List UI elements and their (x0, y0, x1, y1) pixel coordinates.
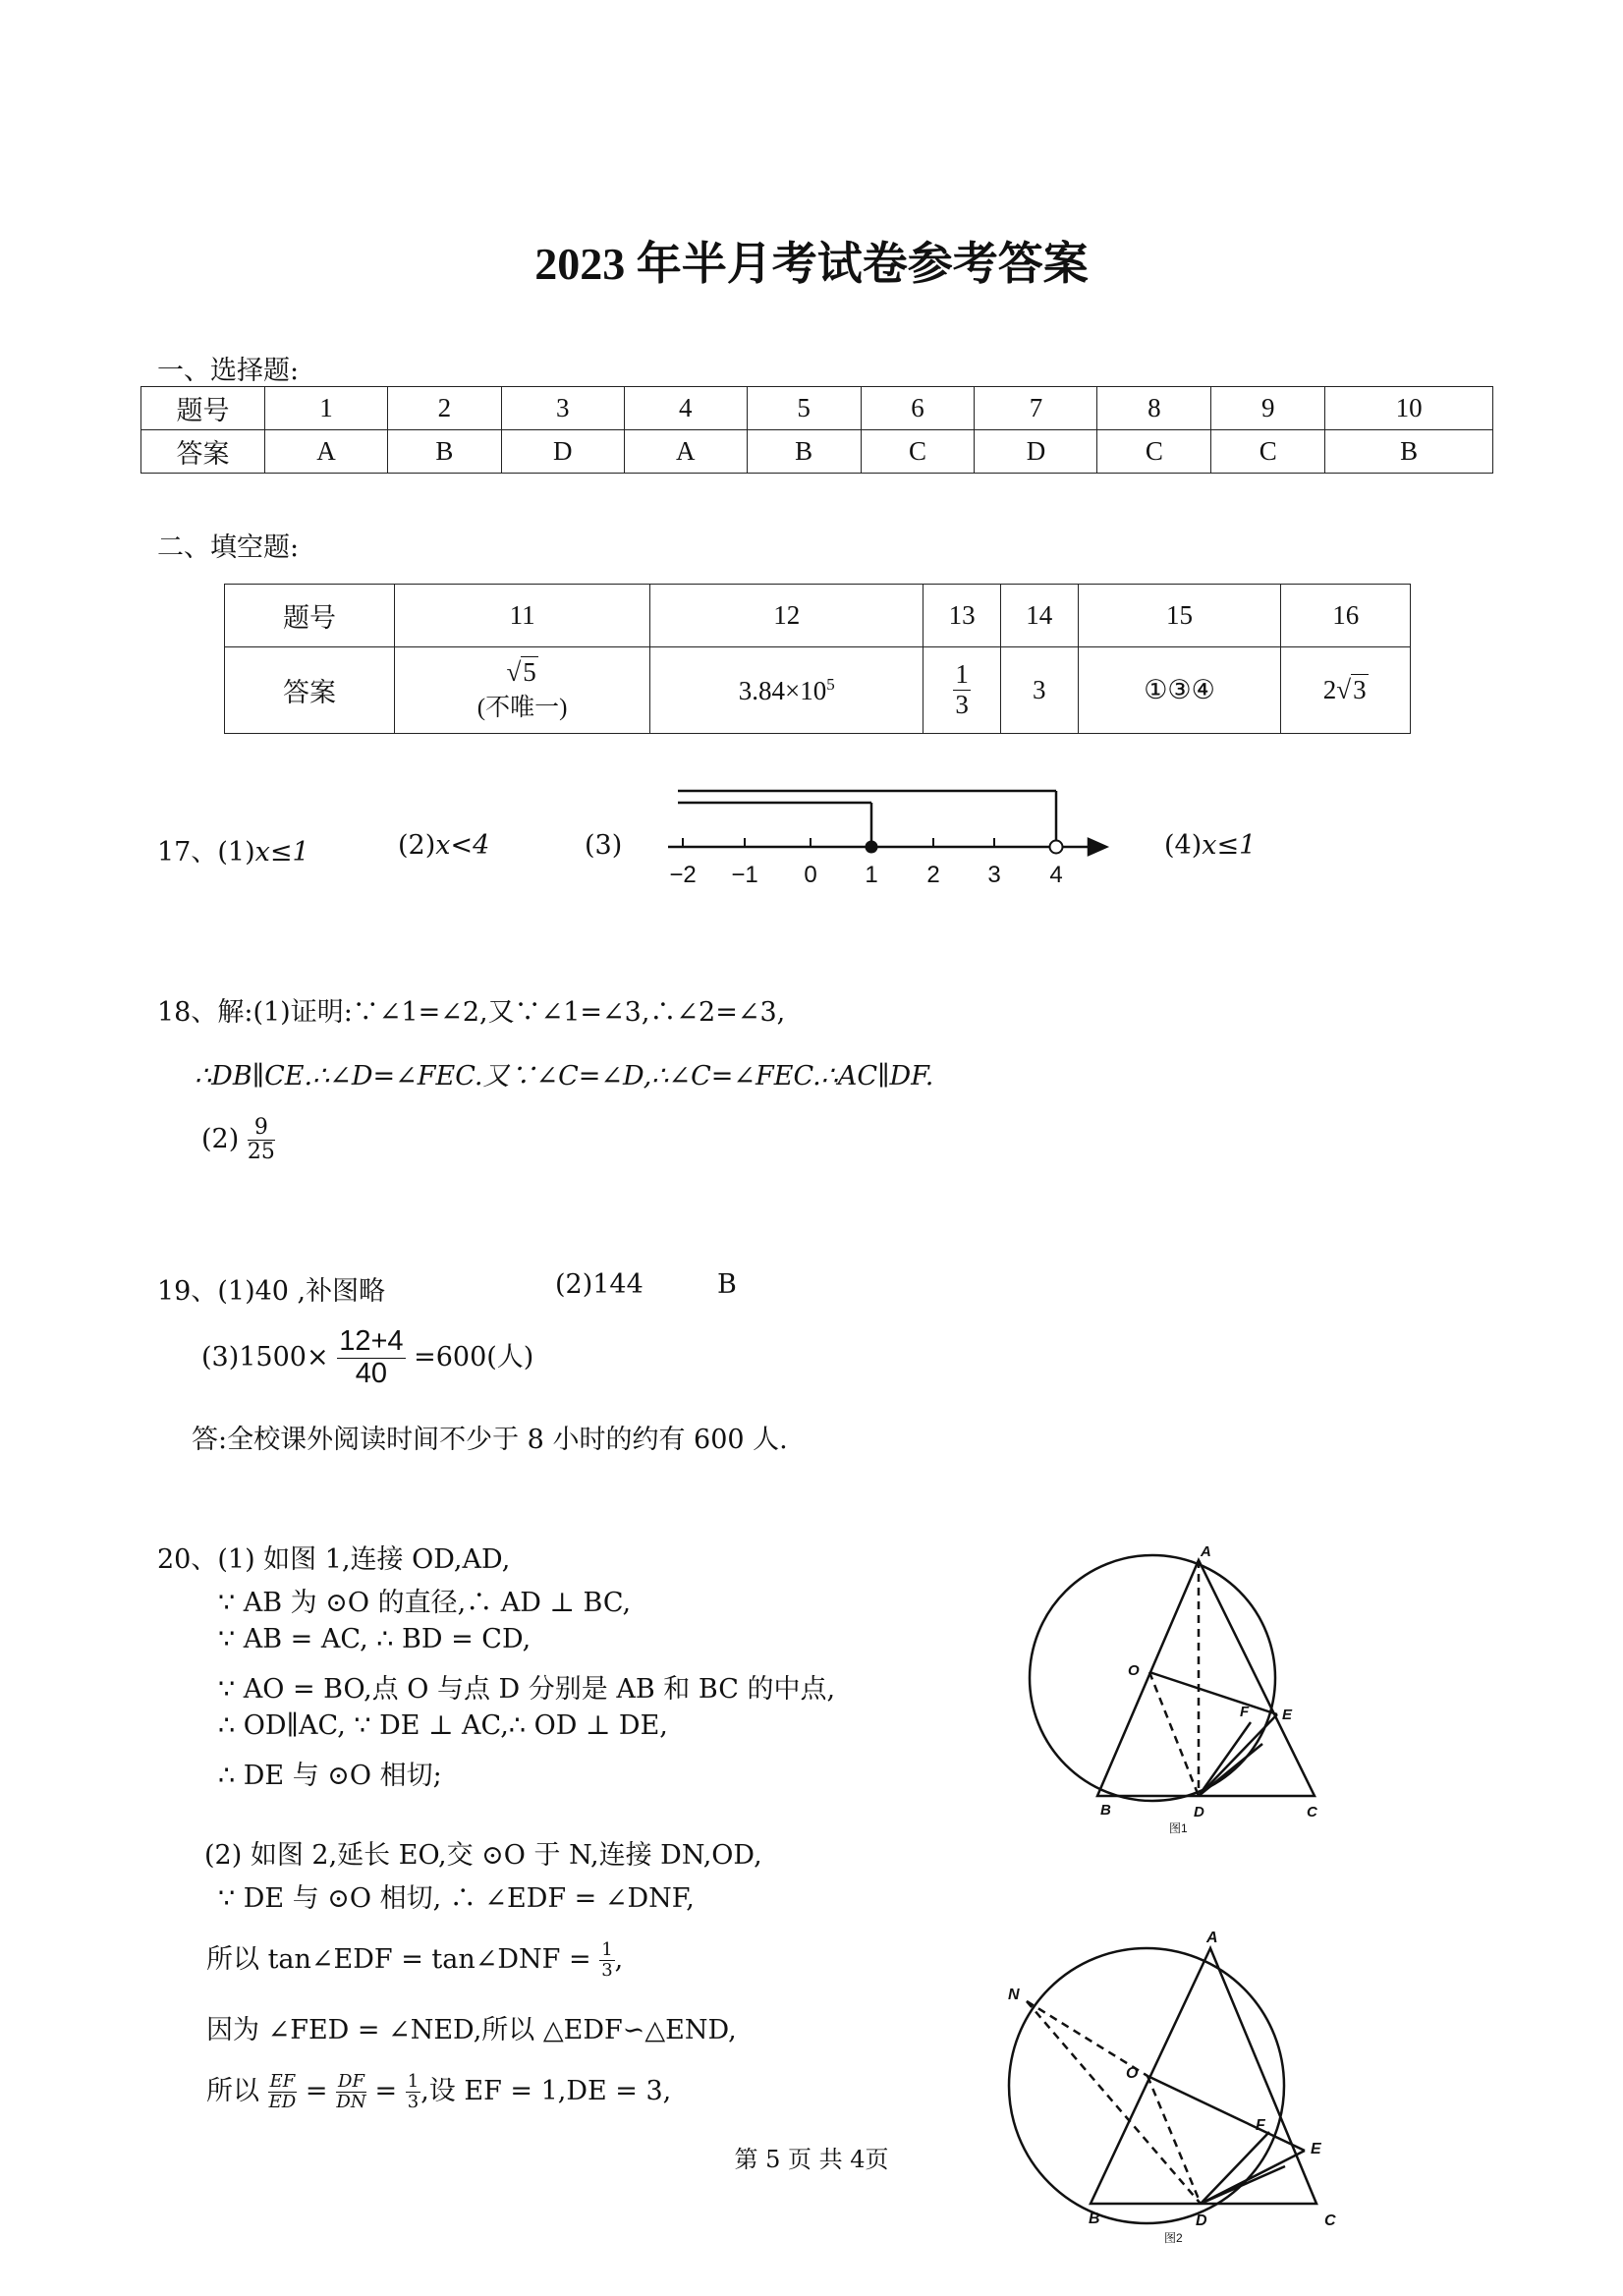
choice-number: 10 (1325, 387, 1493, 430)
tick-label: 2 (926, 862, 940, 888)
fraction-denominator: 3 (955, 690, 969, 719)
point-label-f: F (1240, 1704, 1250, 1720)
choice-number: 3 (501, 387, 624, 430)
point-label-d: D (1196, 2212, 1207, 2229)
choice-number: 2 (387, 387, 501, 430)
choice-answer: B (1325, 430, 1493, 474)
segment-de (1199, 1714, 1277, 1796)
part-answer: x≤1 (1202, 830, 1257, 861)
sqrt-radicand: 3 (1353, 675, 1367, 704)
part-label: (2) (398, 830, 436, 861)
choice-number: 7 (975, 387, 1097, 430)
fraction-denominator: 40 (355, 1357, 387, 1389)
section2-heading: 二、填空题: (157, 532, 300, 563)
point-label-a: A (1206, 1930, 1218, 1946)
fill-number: 11 (395, 585, 650, 647)
expr-suffix: , (614, 1944, 624, 1975)
part-answer: x≤1 (254, 837, 309, 868)
fraction (337, 1326, 405, 1390)
part-label: (1) (217, 837, 255, 868)
choice-answer-row (141, 430, 1493, 474)
fill-number: 13 (923, 585, 1001, 647)
number-line (648, 781, 1110, 894)
point-label-e: E (1311, 2141, 1321, 2157)
q18-part2 (201, 1116, 275, 1164)
choice-answer-table (140, 386, 1493, 474)
fill-number: 12 (650, 585, 923, 647)
q17-part3-label: (3) (585, 830, 623, 861)
fraction-denominator: 3 (407, 2092, 420, 2112)
q18-line1: 18、解:(1)证明:∵∠1=∠2,又∵∠1=∠3,∴∠2=∠3, (157, 997, 786, 1028)
q20-line5: ∴ OD∥AC, ∵ DE ⊥ AC,∴ OD ⊥ DE, (218, 1710, 668, 1741)
closed-dot (866, 841, 878, 854)
fraction (248, 1116, 275, 1164)
point-label-n: N (1008, 1987, 1020, 2003)
fraction-numerator: 1 (601, 1939, 613, 1961)
choice-number: 4 (624, 387, 747, 430)
point-label-o: O (1128, 1662, 1140, 1679)
q20-line9 (206, 1937, 623, 1981)
segment-od-dashed (1149, 1672, 1199, 1796)
choice-number: 5 (747, 387, 861, 430)
choice-answer: B (387, 430, 501, 474)
fraction-numerator: 1 (955, 659, 969, 690)
fill-answer-14: 3 (1000, 647, 1078, 734)
tick-label: −2 (669, 862, 697, 888)
fraction-numerator: 9 (248, 1116, 275, 1141)
fraction (406, 2072, 420, 2112)
q20-line8: ∵ DE 与 ⊙O 相切, ∴ ∠EDF = ∠DNF, (218, 1883, 695, 1914)
choice-answer: C (1097, 430, 1211, 474)
fill-number: 16 (1281, 585, 1411, 647)
fraction-denominator: ED (268, 2092, 297, 2112)
sci-exponent: 5 (826, 674, 835, 694)
figure-caption: 图1 (1169, 1821, 1188, 1835)
q20-line10: 因为 ∠FED = ∠NED,所以 △EDF∽△END, (206, 2015, 737, 2045)
fill-answer-15: ①③④ (1078, 647, 1281, 734)
fraction-denominator: 3 (601, 1960, 613, 1981)
figure-caption: 图2 (1164, 2231, 1183, 2245)
figure-2 (992, 1921, 1356, 2250)
part-label: (2) (201, 1124, 240, 1155)
fill-answer-13 (923, 647, 1001, 734)
fill-number: 14 (1000, 585, 1078, 647)
q20-line1: 20、(1) 如图 1,连接 OD,AD, (157, 1544, 511, 1575)
q19-part3 (201, 1326, 533, 1390)
choice-answer: C (1211, 430, 1325, 474)
fraction-denominator: 25 (247, 1140, 275, 1165)
fraction-numerator: DF (338, 2071, 364, 2093)
sci-base: 3.84×10 (738, 675, 827, 705)
fill-answer-12 (650, 647, 923, 734)
q19-answer: 答:全校课外阅读时间不少于 8 小时的约有 600 人. (192, 1425, 788, 1455)
fraction (336, 2072, 366, 2112)
expr-prefix: 所以 (206, 2076, 268, 2106)
point-label-c: C (1324, 2212, 1336, 2229)
fill-number-row (225, 585, 1411, 647)
tick-label: −1 (731, 862, 758, 888)
open-dot (1050, 841, 1063, 854)
choice-number: 8 (1097, 387, 1211, 430)
q20-line4: ∵ AO = BO,点 O 与点 D 分别是 AB 和 BC 的中点, (218, 1674, 836, 1705)
q20-line6: ∴ DE 与 ⊙O 相切; (218, 1761, 442, 1791)
choice-answer: C (861, 430, 975, 474)
question-number: 17、 (157, 837, 218, 868)
fraction-numerator: 12+4 (339, 1325, 404, 1357)
fraction-numerator: 1 (407, 2071, 420, 2093)
expr-suffix: ,设 EF = 1,DE = 3, (420, 2076, 672, 2106)
arrow-head-icon (1089, 839, 1106, 855)
tick-label: 0 (804, 862, 817, 888)
q20-line7: (2) 如图 2,延长 EO,交 ⊙O 于 N,连接 DN,OD, (204, 1840, 762, 1871)
sqrt-radicand: 5 (523, 657, 536, 687)
point-label-e: E (1282, 1707, 1293, 1723)
choice-answer: D (975, 430, 1097, 474)
choice-answer: D (501, 430, 624, 474)
choice-number: 6 (861, 387, 975, 430)
choice-answer-label: 答案 (141, 430, 265, 474)
q20-line11 (206, 2069, 671, 2112)
q19-line1b: (2)144 (555, 1269, 644, 1300)
q17-part1 (157, 830, 309, 868)
point-label-b: B (1089, 2211, 1100, 2227)
fill-header-label: 题号 (225, 585, 395, 647)
section1-heading: 一、选择题: (157, 356, 300, 386)
fill-answer-11: √5 (不唯一) (395, 647, 650, 734)
fraction (953, 660, 971, 719)
choice-number-row (141, 387, 1493, 430)
coefficient: 2 (1322, 675, 1337, 704)
fraction-numerator: EF (269, 2071, 296, 2093)
point-label-a: A (1201, 1543, 1211, 1560)
fill-number: 15 (1078, 585, 1281, 647)
point-label-b: B (1100, 1802, 1111, 1819)
point-label-f: F (1256, 2117, 1265, 2134)
choice-answer: A (624, 430, 747, 474)
page-title: 2023 年半月考试卷参考答案 (534, 239, 1089, 289)
fraction (599, 1940, 614, 1981)
expr-prefix: (3)1500× (201, 1341, 329, 1372)
expr-suffix: =600(人) (414, 1341, 534, 1372)
q20-line3: ∵ AB = AC, ∴ BD = CD, (218, 1624, 532, 1654)
page-footer: 第 5 页 共 4页 (734, 2146, 889, 2173)
q18-line2: ∴DB∥CE.∴∠D=∠FEC.又∵∠C=∠D,∴∠C=∠FEC.∴AC∥DF. (195, 1061, 934, 1092)
q20-line2: ∵ AB 为 ⊙O 的直径,∴ AD ⊥ BC, (218, 1588, 632, 1618)
fill-answer-row (225, 647, 1411, 734)
q19-line1c: B (717, 1269, 737, 1300)
equals: = (365, 2076, 406, 2106)
point-label-d: D (1194, 1804, 1204, 1820)
q19-line1a: 19、(1)40 ,补图略 (157, 1276, 386, 1307)
fill-answer-table (224, 584, 1411, 734)
tick-label: 3 (987, 862, 1001, 888)
equals: = (297, 2076, 337, 2106)
fill-answer-label: 答案 (225, 647, 395, 734)
q17-part2 (398, 830, 489, 861)
answer-note: (不唯一) (476, 695, 568, 721)
tick-label: 4 (1049, 862, 1063, 888)
choice-number: 1 (265, 387, 388, 430)
part-answer: x<4 (435, 830, 490, 861)
choice-header-label: 题号 (141, 387, 265, 430)
choice-number: 9 (1211, 387, 1325, 430)
q17-part4 (1164, 830, 1256, 861)
expr-prefix: 所以 tan∠EDF = tan∠DNF = (206, 1944, 600, 1975)
tick-label: 1 (865, 862, 878, 888)
fraction-denominator: DN (336, 2092, 366, 2112)
figure-1 (1012, 1533, 1336, 1837)
choice-answer: B (747, 430, 861, 474)
point-label-o: O (1126, 2065, 1139, 2082)
fraction (268, 2072, 298, 2112)
fill-answer-16: 2√3 (1281, 647, 1411, 734)
part-label: (4) (1164, 830, 1203, 861)
choice-answer: A (265, 430, 388, 474)
point-label-c: C (1307, 1804, 1317, 1820)
